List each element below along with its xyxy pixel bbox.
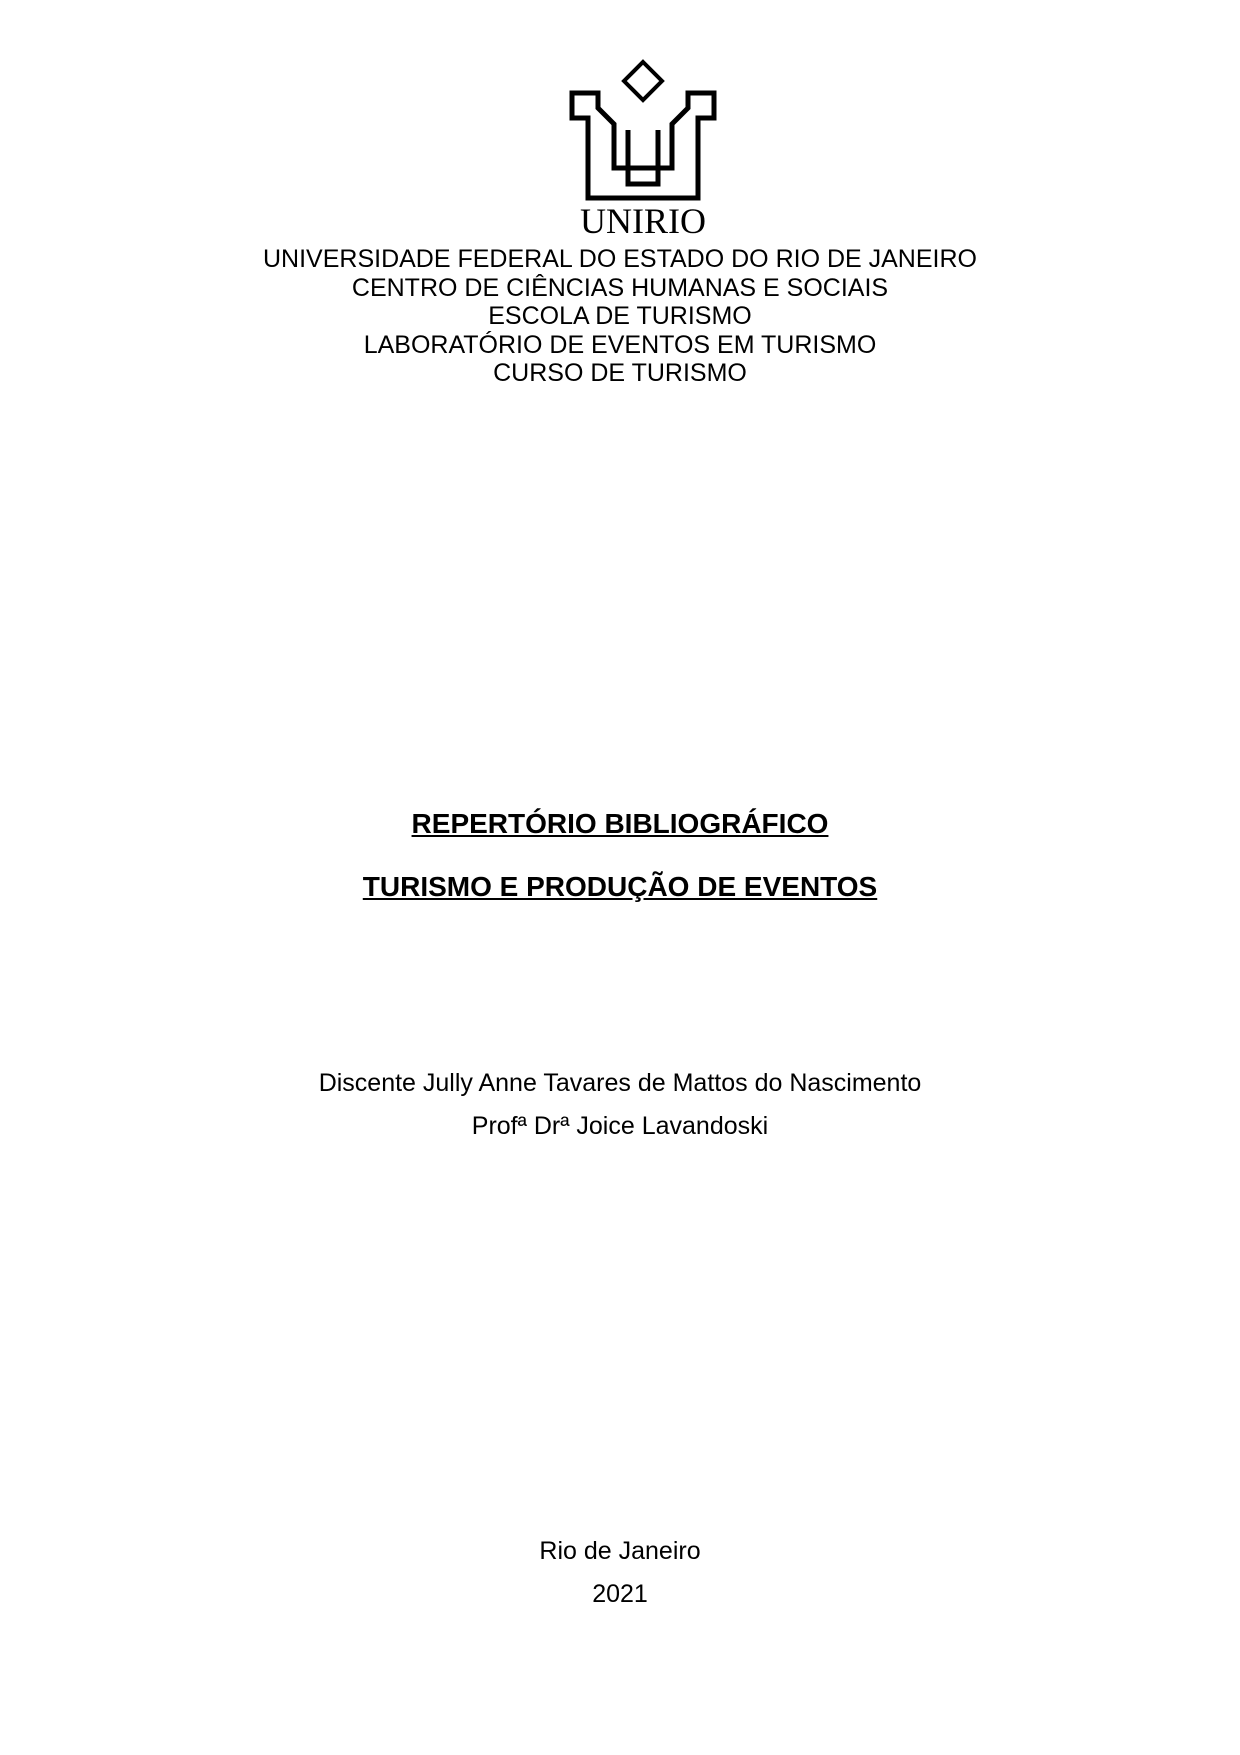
- student-name: Discente Jully Anne Tavares de Mattos do Nascimento: [318, 1069, 922, 1097]
- footer-block: [0, 1530, 1240, 1616]
- header-line-laboratory: LABORATÓRIO DE EVENTOS EM TURISMO: [363, 330, 877, 359]
- header-line-school: ESCOLA DE TURISMO: [488, 302, 752, 330]
- unirio-logo: [568, 58, 718, 240]
- header-line-university: UNIVERSIDADE FEDERAL DO ESTADO DO RIO DE JANEIRO: [262, 245, 977, 273]
- header-line-course: CURSO DE TURISMO: [493, 359, 747, 387]
- year: 2021: [592, 1580, 648, 1608]
- institution-header: [0, 245, 1240, 388]
- logo-wordmark: UNIRIO: [580, 201, 706, 240]
- document-subtitle: TURISMO E PRODUÇÃO DE EVENTOS: [362, 871, 878, 902]
- professor-name: Profª Drª Joice Lavandoski: [471, 1112, 769, 1140]
- header-line-center: CENTRO DE CIÊNCIAS HUMANAS E SOCIAIS: [351, 273, 889, 302]
- document-title: REPERTÓRIO BIBLIOGRÁFICO: [411, 808, 829, 839]
- city-name: Rio de Janeiro: [539, 1537, 701, 1565]
- authors-block: [0, 1062, 1240, 1148]
